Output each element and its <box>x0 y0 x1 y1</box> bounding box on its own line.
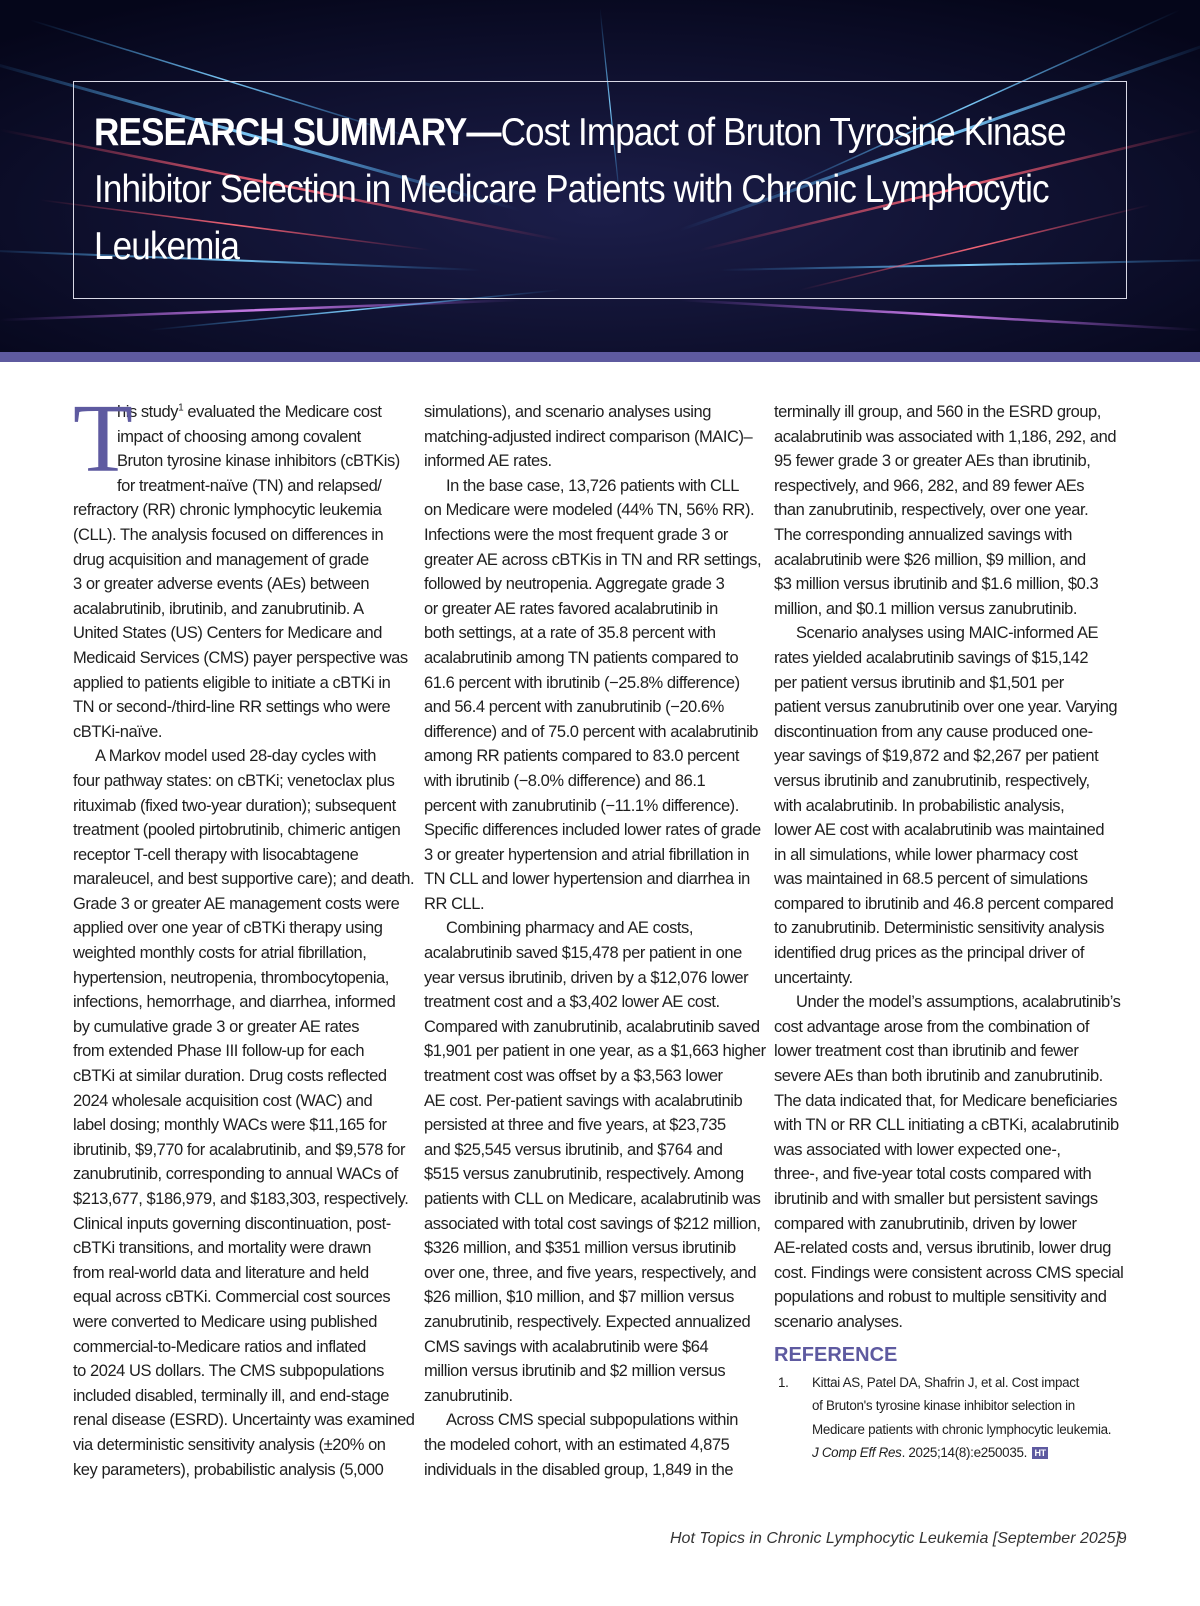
article-line: 61.6 percent with ibrutinib (−25.8% difference) <box>424 673 740 692</box>
article-line: equal across cBTKi. Commercial cost sources <box>73 1288 391 1307</box>
article-line: Specific differences included lower rates of grade <box>424 821 761 840</box>
article-line: $1,901 per patient in one year, as a $1,663 higher <box>424 1042 766 1061</box>
title-line-3: Leukemia <box>94 225 239 268</box>
article-line: acalabrutinib, ibrutinib, and zanubrutinib. A <box>73 599 364 618</box>
footer-publication: Hot Topics in Chronic Lymphocytic Leukemia [September 2025] <box>669 1530 1120 1547</box>
article-line: per patient versus ibrutinib and $1,501 per <box>774 673 1064 692</box>
article-line: 2024 wholesale acquisition cost (WAC) and <box>73 1091 373 1110</box>
article-line-start: his study <box>117 403 179 421</box>
article-line: The corresponding annualized savings with <box>774 525 1072 544</box>
article-column-1 <box>73 385 418 1482</box>
reference-item <box>774 1371 1129 1465</box>
article-line: TN or second-/third-line RR settings who were <box>73 698 391 717</box>
article-line: Infections were the most frequent grade 3 or <box>424 525 728 544</box>
article-line: and $25,545 versus ibrutinib, and $764 and <box>424 1140 723 1159</box>
article-line: identified drug prices as the principal driver of <box>774 944 1084 963</box>
drop-cap: T <box>73 385 133 493</box>
citation-superscript: 1 <box>178 402 184 414</box>
article-line: year versus ibrutinib, driven by a $12,076 lower <box>424 968 749 987</box>
page-number: 9 <box>1118 1530 1127 1547</box>
reference-number: 1. <box>778 1374 789 1390</box>
article-line: associated with total cost savings of $212 million, <box>424 1214 761 1233</box>
reference-line <box>774 1441 1129 1465</box>
reference-line: Kittai AS, Patel DA, Shafrin J, et al. Cost impact <box>812 1374 1080 1390</box>
reference-line: of Bruton's tyrosine kinase inhibitor selection in <box>812 1398 1075 1414</box>
article-line: impact of choosing among covalent <box>117 427 361 446</box>
article-column-3 <box>774 400 1129 1465</box>
header-banner <box>0 0 1200 352</box>
article-line: both settings, at a rate of 35.8 percent with <box>424 624 716 643</box>
article-line: million, and $0.1 million versus zanubrutinib. <box>774 599 1078 618</box>
article-line: greater AE across cBTKis in TN and RR settings, <box>424 550 762 569</box>
article-line: compared with zanubrutinib, driven by lower <box>774 1214 1077 1233</box>
article-line: with TN or RR CLL initiating a cBTKi, acalabrutinib <box>774 1116 1119 1135</box>
article-line: The data indicated that, for Medicare beneficiaries <box>774 1091 1118 1110</box>
article-line: treatment (pooled pirtobrutinib, chimeric antigen <box>73 821 401 840</box>
article-line: treatment cost was offset by a $3,563 lower <box>424 1067 723 1086</box>
article-line: Across CMS special subpopulations within <box>446 1411 738 1430</box>
article-line: Under the model’s assumptions, acalabrutinib’s <box>796 993 1121 1012</box>
reference-line: Medicare patients with chronic lymphocytic leukemia. <box>812 1421 1112 1437</box>
title-label: RESEARCH SUMMARY— <box>94 111 501 154</box>
article-line: United States (US) Centers for Medicare and <box>73 624 382 643</box>
article-line: from extended Phase III follow-up for each <box>73 1042 365 1061</box>
article-line: drug acquisition and management of grade <box>73 550 369 569</box>
article-column-2 <box>424 400 769 1482</box>
article-line: cBTKi transitions, and mortality were drawn <box>73 1239 371 1258</box>
article-line: lower AE cost with acalabrutinib was maintained <box>774 821 1105 840</box>
article-line: scenario analyses. <box>774 1312 903 1331</box>
article-line: than zanubrutinib, respectively, over one year. <box>774 501 1089 520</box>
article-line: hypertension, neutropenia, thrombocytopenia, <box>73 968 389 987</box>
article-line: patient versus zanubrutinib over one year. Varying <box>774 698 1118 717</box>
article-line: weighted monthly costs for atrial fibrillation, <box>73 944 367 963</box>
article-line: maraleucel, and best supportive care); and death. <box>73 870 415 889</box>
article-line: or greater AE rates favored acalabrutinib in <box>424 599 718 618</box>
article-line: over one, three, and five years, respectively, and <box>424 1263 757 1282</box>
article-line: versus ibrutinib and zanubrutinib, respectively, <box>774 771 1090 790</box>
article-line: for treatment-naïve (TN) and relapsed/ <box>117 476 382 495</box>
article-line: by cumulative grade 3 or greater AE rates <box>73 1017 360 1036</box>
article-line: with ibrutinib (−8.0% difference) and 86.1 <box>424 771 706 790</box>
title-line-2: Inhibitor Selection in Medicare Patients with Chronic Lymphocytic <box>94 168 1049 211</box>
article-line: simulations), and scenario analyses using <box>424 403 711 421</box>
article-line: terminally ill group, and 560 in the ESRD group, <box>774 403 1101 421</box>
article-line: compared to ibrutinib and 46.8 percent compared <box>774 894 1114 913</box>
article-line: was associated with lower expected one-, <box>774 1140 1061 1159</box>
article-line: $326 million, and $351 million versus ibrutinib <box>424 1239 736 1258</box>
article-line: with acalabrutinib. In probabilistic analysis, <box>774 796 1065 815</box>
article-line: key parameters), probabilistic analysis (5,000 <box>73 1460 384 1479</box>
article-line: cBTKi-naïve. <box>73 722 163 741</box>
article-line: zanubrutinib, corresponding to annual WACs of <box>73 1165 398 1184</box>
article-line: three-, and five-year total costs compared with <box>774 1165 1092 1184</box>
article-line: Compared with zanubrutinib, acalabrutinib saved <box>424 1017 760 1036</box>
article-line: $3 million versus ibrutinib and $1.6 million, $0.3 <box>774 575 1099 594</box>
article-line: severe AEs than both ibrutinib and zanubrutinib. <box>774 1067 1103 1086</box>
article-line: acalabrutinib was associated with 1,186, 292, and <box>774 427 1117 446</box>
article-line: to 2024 US dollars. The CMS subpopulations <box>73 1362 384 1381</box>
article-line: zanubrutinib, respectively. Expected annualized <box>424 1312 751 1331</box>
article-line: $213,677, $186,979, and $183,303, respectively. <box>73 1190 409 1208</box>
article-line: label dosing; monthly WACs were $11,165 for <box>73 1116 387 1135</box>
article-line: Clinical inputs governing discontinuation, post- <box>73 1214 391 1233</box>
article-line: CMS savings with acalabrutinib were $64 <box>424 1337 709 1356</box>
article-line: four pathway states: on cBTKi; venetoclax plus <box>73 771 395 790</box>
article-line: among RR patients compared to 83.0 percent <box>424 747 739 766</box>
article-line: lower treatment cost than ibrutinib and fewer <box>774 1042 1079 1061</box>
article-line: $26 million, $10 million, and $7 million versus <box>424 1288 734 1307</box>
article-line: applied to patients eligible to initiate a cBTKi in <box>73 673 391 692</box>
article-line: percent with zanubrutinib (−11.1% difference). <box>424 796 739 815</box>
article-line: and 56.4 percent with zanubrutinib (−20.6% <box>424 698 724 717</box>
article-line: AE cost. Per-patient savings with acalabrutinib <box>424 1091 743 1110</box>
ht-badge-icon: HT <box>1034 1448 1046 1459</box>
article-line: treatment cost and a $3,402 lower AE cost. <box>424 993 720 1012</box>
article-line-rest: evaluated the Medicare cost <box>183 403 382 421</box>
article-line: RR CLL. <box>424 894 485 913</box>
article-line: Bruton tyrosine kinase inhibitors (cBTKis) <box>117 452 400 471</box>
article-line: patients with CLL on Medicare, acalabrutinib was <box>424 1190 761 1208</box>
article-line: followed by neutropenia. Aggregate grade 3 <box>424 575 725 594</box>
article-line: TN CLL and lower hypertension and diarrhea in <box>424 870 750 889</box>
page-title <box>94 104 1102 275</box>
article-line: informed AE rates. <box>424 452 552 471</box>
article-line: from real-world data and literature and held <box>73 1263 369 1282</box>
article-line: Combining pharmacy and AE costs, <box>446 919 693 938</box>
article-line: Grade 3 or greater AE management costs were <box>73 894 400 913</box>
article-line: via deterministic sensitivity analysis (±20% on <box>73 1435 386 1454</box>
article-line: infections, hemorrhage, and diarrhea, informed <box>73 993 396 1012</box>
article-line: were converted to Medicare using published <box>73 1312 377 1331</box>
article-line: uncertainty. <box>774 968 853 987</box>
article-line: included disabled, terminally ill, and end-stage <box>73 1386 389 1405</box>
article-line: rates yielded acalabrutinib savings of $15,142 <box>774 648 1089 667</box>
article-line: populations and robust to multiple sensitivity and <box>774 1288 1107 1307</box>
reference-journal: J Comp Eff Res <box>812 1445 902 1461</box>
article-line: discontinuation from any cause produced one- <box>774 722 1093 741</box>
article-line: cost advantage arose from the combination of <box>774 1017 1089 1036</box>
article-line: was maintained in 68.5 percent of simulations <box>774 870 1088 889</box>
article-line: cost. Findings were consistent across CMS special <box>774 1263 1124 1282</box>
article-line: applied over one year of cBTKi therapy using <box>73 919 383 938</box>
article-line: to zanubrutinib. Deterministic sensitivity analysis <box>774 919 1105 938</box>
article-line: 3 or greater adverse events (AEs) between <box>73 575 370 594</box>
article-line: Medicaid Services (CMS) payer perspective was <box>73 648 408 667</box>
banner-accent-strip <box>0 352 1200 362</box>
article-line: difference) and of 75.0 percent with acalabrutinib <box>424 722 759 741</box>
article-line: zanubrutinib. <box>424 1386 513 1405</box>
article-line: million versus ibrutinib and $2 million versus <box>424 1362 726 1381</box>
article-line: ibrutinib and with smaller but persistent savings <box>774 1190 1098 1208</box>
article-line: acalabrutinib among TN patients compared to <box>424 648 739 667</box>
article-line: cBTKi at similar duration. Drug costs reflected <box>73 1067 387 1086</box>
article-line: respectively, and 966, 282, and 89 fewer AEs <box>774 476 1085 495</box>
reference-heading: REFERENCE <box>774 1343 898 1366</box>
article-line: Scenario analyses using MAIC-informed AE <box>796 624 1099 643</box>
title-line-1: Cost Impact of Bruton Tyrosine Kinase <box>500 111 1066 154</box>
article-line: persisted at three and five years, at $23,735 <box>424 1116 726 1135</box>
article-line: acalabrutinib saved $15,478 per patient in one <box>424 944 742 963</box>
article-line: refractory (RR) chronic lymphocytic leukemia <box>73 501 382 520</box>
article-line: In the base case, 13,726 patients with CLL <box>446 476 739 495</box>
article-line: on Medicare were modeled (44% TN, 56% RR). <box>424 501 755 520</box>
article-line: 95 fewer grade 3 or greater AEs than ibrutinib, <box>774 452 1091 471</box>
article-line: receptor T-cell therapy with lisocabtagene <box>73 845 359 864</box>
article-line: rituximab (fixed two-year duration); subsequent <box>73 796 396 815</box>
article-line: $515 versus zanubrutinib, respectively. Among <box>424 1165 744 1184</box>
article-line: renal disease (ESRD). Uncertainty was examined <box>73 1411 415 1430</box>
article-line: ibrutinib, $9,770 for acalabrutinib, and $9,578 for <box>73 1140 406 1159</box>
article-line: in all simulations, while lower pharmacy cost <box>774 845 1078 864</box>
article-line: matching-adjusted indirect comparison (MAIC)– <box>424 427 753 446</box>
article-line: A Markov model used 28-day cycles with <box>95 747 376 766</box>
article-line: AE-related costs and, versus ibrutinib, lower drug <box>774 1239 1112 1258</box>
article-line: 3 or greater hypertension and atrial fibrillation in <box>424 845 750 864</box>
article-line: commercial-to-Medicare ratios and inflated <box>73 1337 366 1356</box>
title-frame <box>73 81 1127 299</box>
article-line: individuals in the disabled group, 1,849 in the <box>424 1460 734 1479</box>
reference-citation: . 2025;14(8):e250035. <box>901 1445 1028 1461</box>
article-line: the modeled cohort, with an estimated 4,875 <box>424 1435 730 1454</box>
article-line: acalabrutinib were $26 million, $9 million, and <box>774 550 1086 569</box>
article-line: (CLL). The analysis focused on differences in <box>73 525 384 544</box>
article-line: year savings of $19,872 and $2,267 per patient <box>774 747 1099 766</box>
